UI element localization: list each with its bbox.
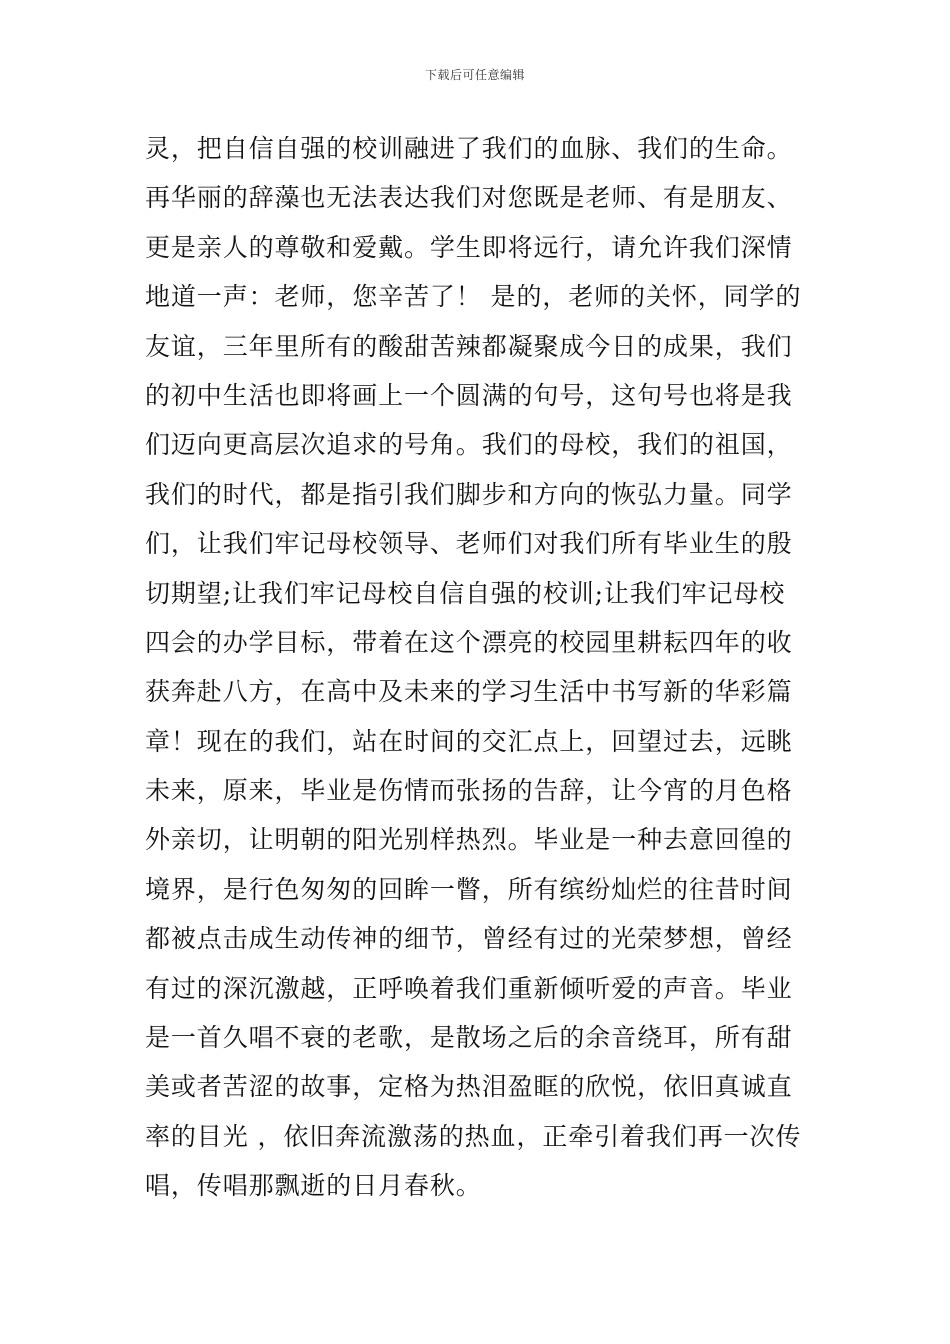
text-line: 唱，传唱那飘逝的日月春秋。 — [145, 1171, 482, 1201]
body-text — [145, 124, 811, 1211]
text-line: 友谊，三年里所有的酸甜苦辣都凝聚成今日的成果，我们 — [145, 331, 793, 361]
text-line: 未来，原来，毕业是伤情而张扬的告辞，让今宵的月色格 — [145, 776, 793, 806]
text-line: 灵，把自信自强的校训融进了我们的血脉、我们的生命。 — [145, 134, 793, 163]
text-line: 章！现在的我们，站在时间的交汇点上，回望过去，远眺 — [145, 726, 793, 756]
text-line: 们迈向更高层次追求的号角。我们的母校，我们的祖国， — [145, 430, 793, 460]
text-line: 们，让我们牢记母校领导、老师们对我们所有毕业生的殷 — [145, 529, 793, 559]
text-line: 美或者苦涩的故事，定格为热泪盈眶的欣悦，依旧真诚直 — [145, 1072, 793, 1102]
text-line: 率的目光 ，依旧奔流激荡的热血，正牵引着我们再一次传 — [145, 1121, 802, 1151]
text-line: 再华丽的辞藻也无法表达我们对您既是老师、有是朋友、 — [145, 183, 793, 213]
text-line: 我们的时代，都是指引我们脚步和方向的恢弘力量。同学 — [145, 479, 793, 509]
text-line: 有过的深沉激越，正呼唤着我们重新倾听爱的声音。毕业 — [145, 973, 793, 1003]
text-line: 境界，是行色匆匆的回眸一瞥，所有缤纷灿烂的往昔时间 — [145, 874, 793, 904]
text-line: 都被点击成生动传神的细节，曾经有过的光荣梦想，曾经 — [145, 924, 793, 954]
text-line: 切期望;让我们牢记母校自信自强的校训;让我们牢记母校 — [145, 578, 786, 608]
page-header: 下载后可任意编辑 — [424, 68, 525, 82]
text-line: 的初中生活也即将画上一个圆满的句号，这句号也将是我 — [145, 380, 793, 410]
text-line: 获奔赴八方，在高中及未来的学习生活中书写新的华彩篇 — [145, 677, 793, 707]
text-line: 外亲切，让明朝的阳光别样热烈。毕业是一种去意回徨的 — [145, 825, 793, 855]
text-line: 四会的办学目标，带着在这个漂亮的校园里耕耘四年的收 — [145, 627, 793, 657]
text-line: 是一首久唱不衰的老歌，是散场之后的余音绕耳，所有甜 — [145, 1023, 793, 1053]
text-line: 更是亲人的尊敬和爱戴。学生即将远行，请允许我们深情 — [145, 232, 793, 262]
text-line: 地道一声：老师，您辛苦了！ 是的，老师的关怀，同学的 — [145, 282, 802, 312]
